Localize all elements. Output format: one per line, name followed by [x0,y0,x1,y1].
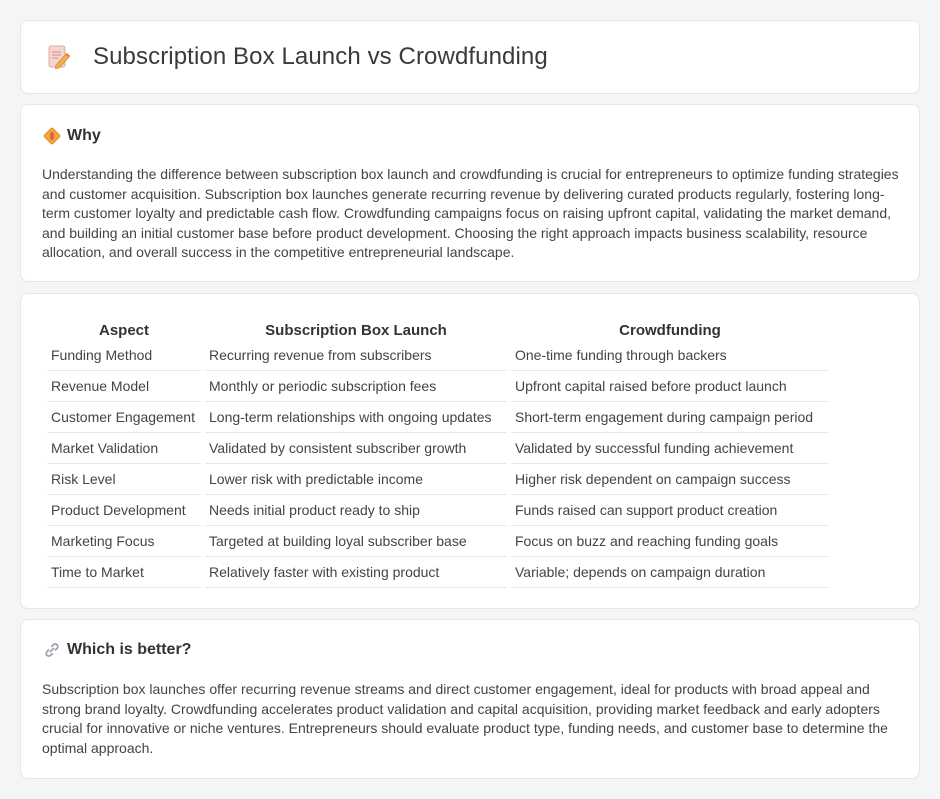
crowdfunding-cell: Funds raised can support product creation [511,495,829,526]
table-row [47,495,829,526]
aspect-cell: Revenue Model [47,371,201,402]
subscription-cell: Relatively faster with existing product [205,557,507,588]
crowdfunding-cell: Variable; depends on campaign duration [511,557,829,588]
crowdfunding-cell: Higher risk dependent on campaign success [511,464,829,495]
crowdfunding-cell: Focus on buzz and reaching funding goals [511,526,829,557]
subscription-cell: Validated by consistent subscriber growth [205,433,507,464]
comparison-section [20,293,920,609]
subscription-cell: Needs initial product ready to ship [205,495,507,526]
aspect-cell: Customer Engagement [47,402,201,433]
document-pencil-icon [47,44,71,70]
crowdfunding-cell: Upfront capital raised before product launch [511,371,829,402]
aspect-cell: Market Validation [47,433,201,464]
better-heading: Which is better? [67,641,192,658]
which-is-better-section [20,619,920,779]
link-icon [43,641,61,659]
comparison-table [43,315,833,588]
table-row [47,557,829,588]
table-row [47,526,829,557]
column-header-crowdfunding: Crowdfunding [619,322,721,339]
diamond-sign-icon [43,127,61,145]
aspect-cell: Time to Market [47,557,201,588]
aspect-cell: Risk Level [47,464,201,495]
aspect-cell: Marketing Focus [47,526,201,557]
table-row [47,464,829,495]
table-row [47,340,829,371]
subscription-cell: Lower risk with predictable income [205,464,507,495]
page-title: Subscription Box Launch vs Crowdfunding [93,43,548,70]
why-paragraph: Understanding the difference between subscription box launch and crowdfunding is crucial for entrepreneurs to optimize funding strategies and customer acquisition. Subscription box launches generate recurring revenue by delivering curated products regularly, fostering long-term customer loyalty and predictable cash flow. Crowdfunding campaigns focus on raising upfront capital, validating the market demand, and building an initial customer base before product development. Choosing the right approach impacts business scalability, resource allocation, and overall success in the competitive entrepreneurial landscape. [42,166,899,261]
title-card [20,20,920,94]
why-heading: Why [67,127,101,144]
title-row [21,21,919,93]
table-row [47,402,829,433]
aspect-cell: Funding Method [47,340,201,371]
table-row [47,371,829,402]
table-row [47,433,829,464]
crowdfunding-cell: Short-term engagement during campaign period [511,402,829,433]
table-header-row [47,315,829,340]
why-heading-row [43,127,101,145]
subscription-cell: Long-term relationships with ongoing updates [205,402,507,433]
subscription-cell: Recurring revenue from subscribers [205,340,507,371]
better-paragraph: Subscription box launches offer recurring revenue streams and direct customer engagement, ideal for products with broad appeal and strong brand loyalty. Crowdfunding accelerates product validation and capital acquisition, providing market feedback and early adopters crucial for innovative or niche ventures. Entrepreneurs should evaluate product type, funding needs, and customer base to determine the optimal approach. [42,681,888,756]
subscription-cell: Monthly or periodic subscription fees [205,371,507,402]
crowdfunding-cell: Validated by successful funding achievement [511,433,829,464]
crowdfunding-cell: One-time funding through backers [511,340,829,371]
subscription-cell: Targeted at building loyal subscriber base [205,526,507,557]
why-section [20,104,920,282]
column-header-subscription: Subscription Box Launch [265,322,447,339]
aspect-cell: Product Development [47,495,201,526]
column-header-aspect: Aspect [98,322,150,339]
better-heading-row [43,641,191,659]
